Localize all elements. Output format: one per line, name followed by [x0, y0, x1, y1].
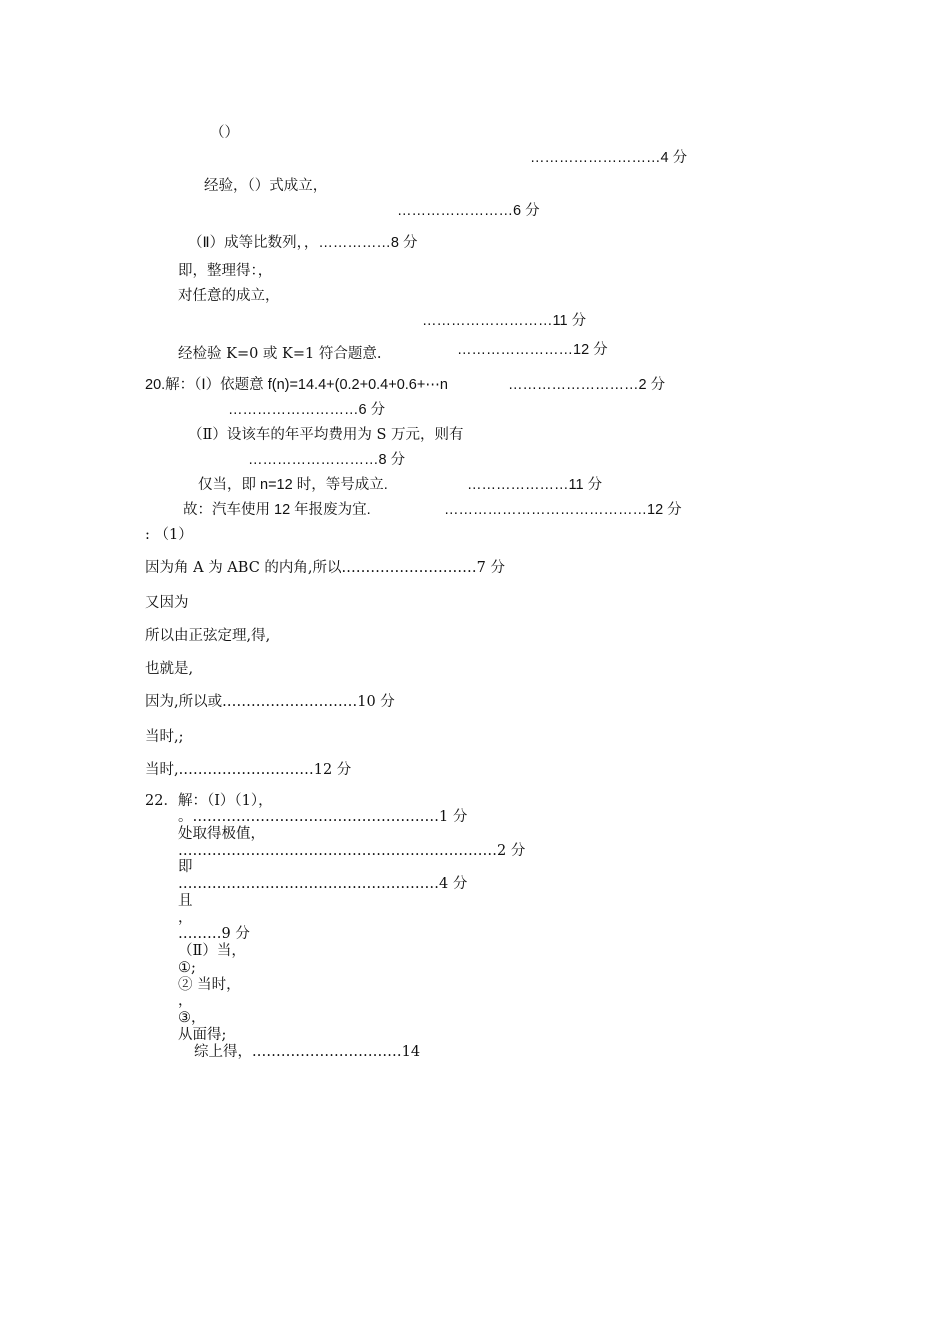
text-line-36: ………9 分 — [178, 926, 250, 942]
text-line-33: ………………………………………………4 分 — [178, 876, 468, 892]
text-line-43: 综上得，.…………………………14 — [194, 1044, 421, 1060]
text-line-31: …………………………………………………………2 分 — [178, 843, 526, 859]
text-line-15: ………………………8 分 — [248, 452, 406, 468]
text-line-4: ……………………6 分 — [397, 203, 540, 219]
text-line-16: 仅当，即 n=12 时，等号成立. — [198, 477, 388, 493]
text-line-38: ①; — [178, 960, 196, 976]
text-line-8: ………………………11 分 — [422, 313, 587, 329]
text-line-12: ………………………2 分 — [508, 377, 666, 393]
text-line-22: 又因为 — [145, 595, 189, 611]
text-line-32: 即 — [178, 859, 193, 875]
text-line-40: ， — [178, 993, 193, 1009]
text-line-29: 。……………………………………………1 分 — [178, 809, 468, 825]
text-line-17: …………………11 分 — [467, 477, 603, 493]
text-line-6: 即，整理得：， — [178, 263, 273, 279]
text-line-28: 22．解：（Ⅰ）（1）， — [145, 793, 273, 809]
text-line-13: ………………………6 分 — [228, 402, 386, 418]
text-line-30: 处取得极值， — [178, 826, 265, 842]
text-line-23: 所以由正弦定理,得, — [145, 628, 271, 644]
text-line-11: 20.解：（Ⅰ）依题意 f(n)=14.4+(0.2+0.4+0.6+⋯n — [145, 377, 448, 393]
text-line-9: 经检验 K=0 或 K=1 符合题意. — [178, 346, 382, 362]
text-line-41: ③， — [178, 1010, 206, 1026]
text-line-10: ……………………12 分 — [457, 342, 608, 358]
text-line-21: 因为角 A 为 ABC 的内角,所以.………………………7 分 — [145, 560, 505, 576]
text-line-39: ② 当时， — [178, 977, 241, 993]
text-line-14: （Ⅱ）设该车的年平均费用为 S 万元，则有 — [188, 427, 464, 443]
text-line-7: 对任意的成立， — [178, 288, 280, 304]
text-line-18: 故：汽车使用 12 年报废为宜. — [183, 502, 371, 518]
text-line-35: ， — [178, 910, 193, 926]
text-line-2: ………………………4 分 — [530, 150, 688, 166]
text-line-37: （Ⅱ）当， — [178, 943, 246, 959]
text-line-42: 从面得; — [178, 1027, 227, 1043]
text-line-19: ……………………………………12 分 — [444, 502, 682, 518]
text-line-1: （） — [210, 125, 239, 141]
text-line-3: 经验，（）式成立， — [204, 178, 328, 194]
text-line-25: 因为,所以或.………………………10 分 — [145, 694, 395, 710]
text-line-26: 当时,; — [145, 729, 184, 745]
text-line-20: : （1） — [145, 527, 193, 543]
text-line-24: 也就是, — [145, 661, 194, 677]
text-line-5: （Ⅱ）成等比数列，，……………8 分 — [188, 235, 418, 251]
text-line-34: 且 — [178, 893, 193, 909]
text-line-27: 当时,.………………………12 分 — [145, 762, 352, 778]
